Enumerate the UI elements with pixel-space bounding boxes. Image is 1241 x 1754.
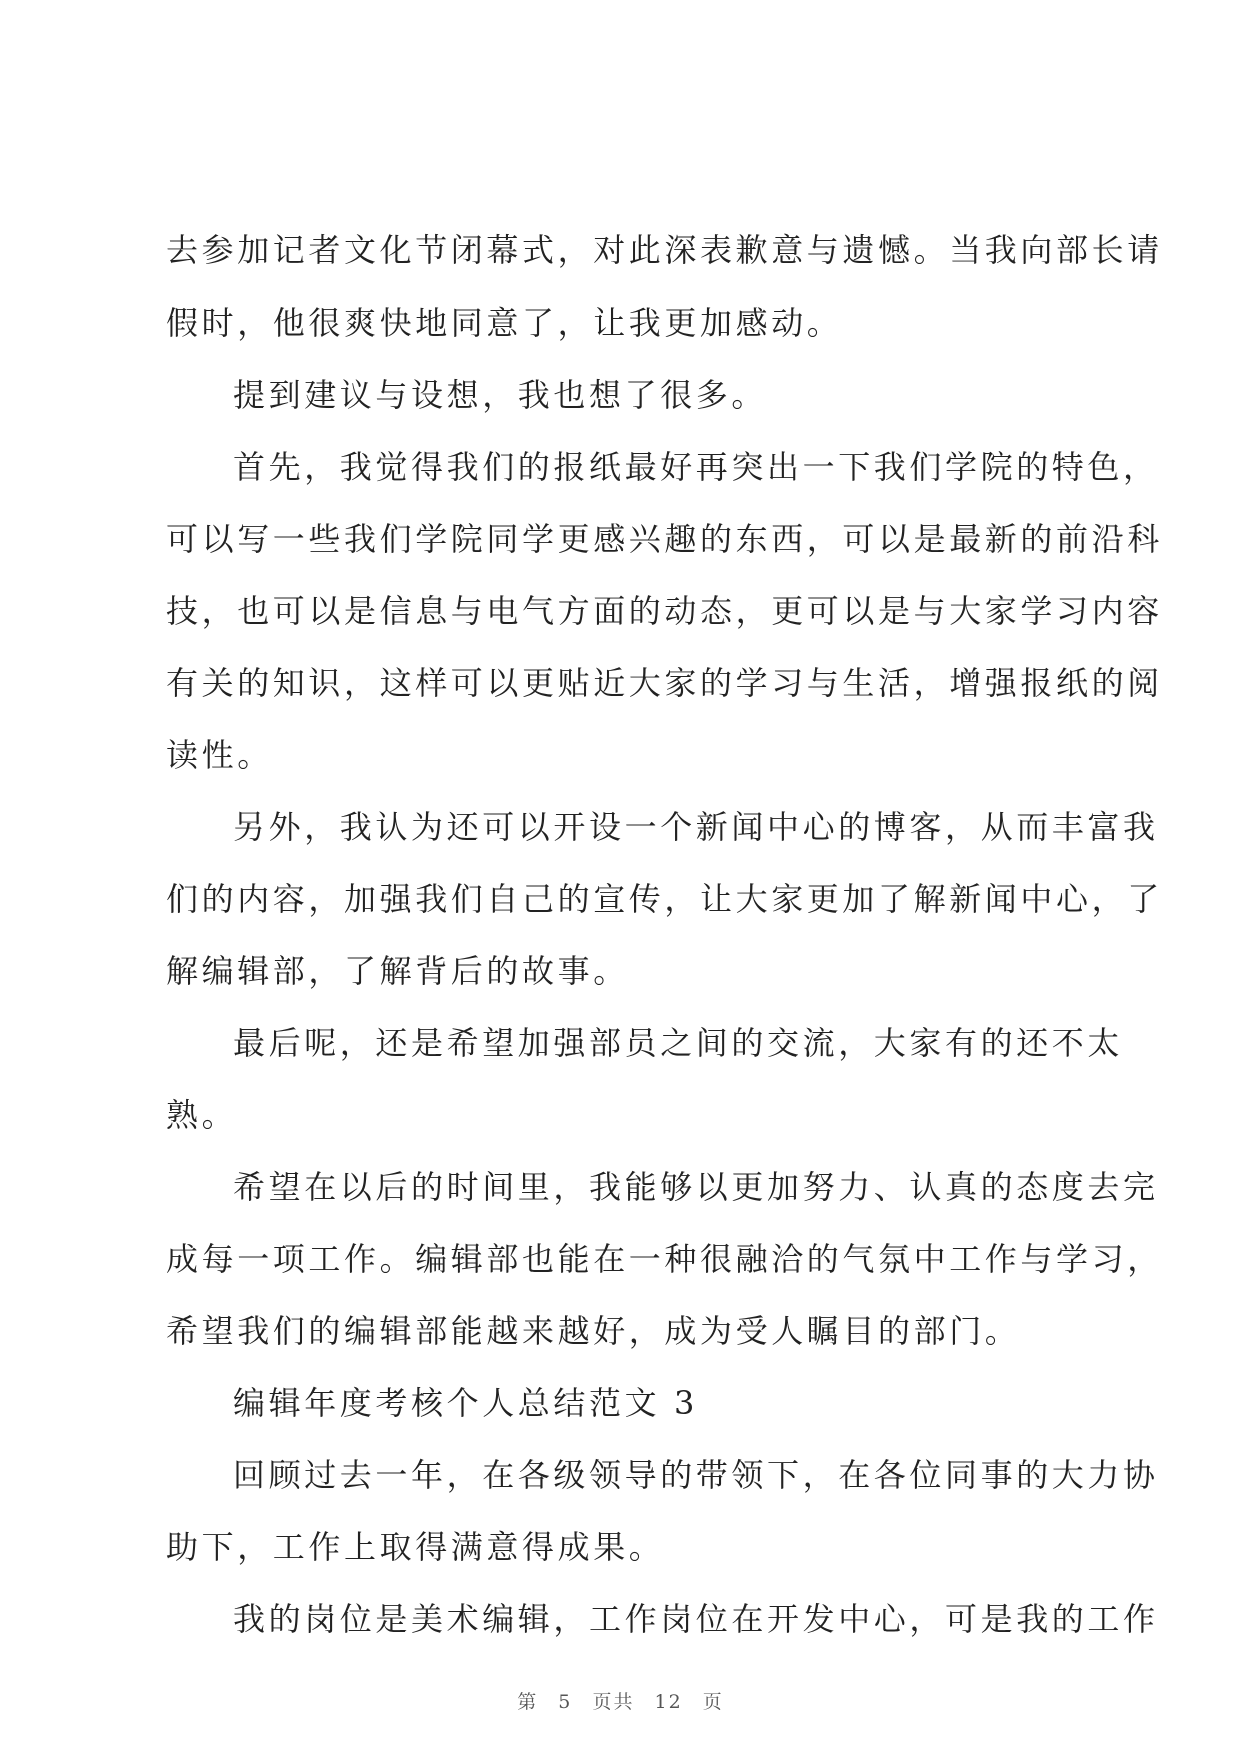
text-line: 首先，我觉得我们的报纸最好再突出一下我们学院的特色， — [233, 448, 1159, 486]
footer-mid: 页共 — [592, 1691, 635, 1713]
text-line: 希望我们的编辑部能越来越好，成为受人瞩目的部门。 — [166, 1312, 1021, 1350]
current-page-number: 5 — [558, 1691, 573, 1713]
text-line: 希望在以后的时间里，我能够以更加努力、认真的态度去完 — [233, 1168, 1159, 1206]
page-footer — [0, 1690, 1241, 1714]
text-line: 成每一项工作。编辑部也能在一种很融洽的气氛中工作与学习， — [166, 1240, 1163, 1278]
text-line: 提到建议与设想，我也想了很多。 — [233, 376, 768, 414]
text-line: 可以写一些我们学院同学更感兴趣的东西，可以是最新的前沿科 — [166, 520, 1163, 558]
total-page-count: 12 — [654, 1691, 683, 1713]
text-line: 假时，他很爽快地同意了，让我更加感动。 — [166, 304, 843, 342]
text-line: 我的岗位是美术编辑，工作岗位在开发中心，可是我的工作 — [233, 1600, 1159, 1638]
text-line: 们的内容，加强我们自己的宣传，让大家更加了解新闻中心，了 — [166, 880, 1163, 918]
text-line: 回顾过去一年，在各级领导的带领下，在各位同事的大力协 — [233, 1456, 1159, 1494]
text-line: 解编辑部，了解背后的故事。 — [166, 952, 629, 990]
text-line: 助下，工作上取得满意得成果。 — [166, 1528, 665, 1566]
text-line: 去参加记者文化节闭幕式，对此深表歉意与遗憾。当我向部长请 — [166, 231, 1163, 269]
text-line: 读性。 — [166, 736, 273, 774]
footer-suffix: 页 — [702, 1691, 724, 1713]
text-line: 熟。 — [166, 1096, 238, 1134]
section-heading: 编辑年度考核个人总结范文 3 — [233, 1384, 698, 1422]
text-line: 另外，我认为还可以开设一个新闻中心的博客，从而丰富我 — [233, 808, 1159, 846]
text-line: 技，也可以是信息与电气方面的动态，更可以是与大家学习内容 — [166, 592, 1163, 630]
text-line: 最后呢，还是希望加强部员之间的交流，大家有的还不太 — [233, 1024, 1124, 1062]
text-line: 有关的知识，这样可以更贴近大家的学习与生活，增强报纸的阅 — [166, 664, 1163, 702]
footer-prefix: 第 — [517, 1691, 539, 1713]
